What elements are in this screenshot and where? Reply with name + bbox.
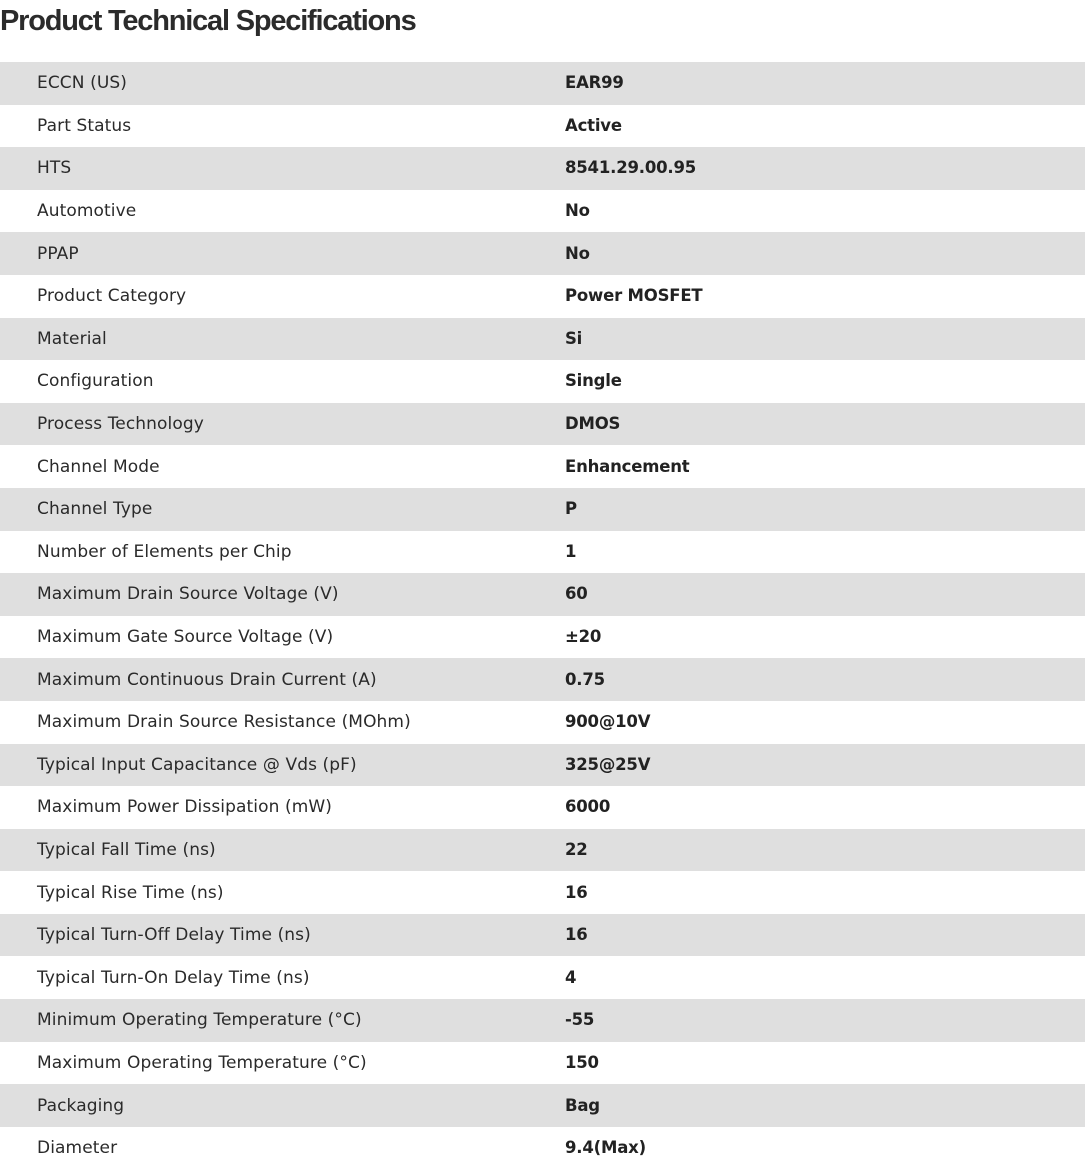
- spec-label: Configuration: [37, 371, 154, 392]
- spec-row: [0, 318, 1085, 361]
- spec-value: ±20: [565, 627, 602, 647]
- spec-row: [0, 1042, 1085, 1085]
- spec-row: [0, 232, 1085, 275]
- spec-value: 60: [565, 584, 588, 604]
- spec-label: Maximum Drain Source Resistance (MOhm): [37, 712, 411, 733]
- spec-value: 900@10V: [565, 712, 651, 732]
- spec-label: Maximum Continuous Drain Current (A): [37, 669, 377, 690]
- spec-row: [0, 105, 1085, 148]
- spec-value: 16: [565, 925, 588, 945]
- spec-value: Enhancement: [565, 456, 690, 476]
- spec-label: Automotive: [37, 201, 137, 222]
- spec-row: [0, 871, 1085, 914]
- spec-label: Minimum Operating Temperature (°C): [37, 1010, 362, 1031]
- spec-value: 325@25V: [565, 754, 651, 774]
- spec-value: Si: [565, 328, 583, 348]
- spec-label: Packaging: [37, 1095, 125, 1116]
- spec-row: [0, 1084, 1085, 1127]
- spec-label: Maximum Power Dissipation (mW): [37, 797, 333, 818]
- spec-value: 22: [565, 839, 588, 859]
- spec-value: Power MOSFET: [565, 286, 703, 306]
- spec-label: Maximum Operating Temperature (°C): [37, 1052, 367, 1073]
- spec-row: [0, 1127, 1085, 1169]
- spec-row: [0, 786, 1085, 829]
- spec-row: [0, 445, 1085, 488]
- spec-row: [0, 701, 1085, 744]
- spec-label: Channel Type: [37, 499, 153, 520]
- spec-row: [0, 531, 1085, 574]
- spec-label: Maximum Drain Source Voltage (V): [37, 584, 339, 605]
- spec-value: Active: [565, 115, 622, 135]
- spec-label: Typical Rise Time (ns): [37, 882, 224, 903]
- spec-label: Process Technology: [37, 414, 204, 435]
- spec-table: [0, 62, 1085, 1169]
- spec-label: Diameter: [37, 1138, 118, 1159]
- spec-label: Material: [37, 328, 107, 349]
- spec-label: HTS: [37, 158, 72, 179]
- spec-value: 1: [565, 541, 577, 561]
- spec-row: [0, 573, 1085, 616]
- spec-value: EAR99: [565, 73, 624, 93]
- spec-value: 8541.29.00.95: [565, 158, 697, 178]
- spec-value: No: [565, 201, 590, 221]
- spec-value: 16: [565, 882, 588, 902]
- spec-value: Bag: [565, 1095, 600, 1115]
- spec-label: Channel Mode: [37, 456, 160, 477]
- spec-value: 6000: [565, 797, 611, 817]
- spec-value: Single: [565, 371, 622, 391]
- spec-label: Typical Turn-On Delay Time (ns): [37, 967, 310, 988]
- spec-value: 0.75: [565, 669, 605, 689]
- spec-value: 150: [565, 1052, 599, 1072]
- spec-label: Typical Input Capacitance @ Vds (pF): [37, 754, 357, 775]
- spec-label: Product Category: [37, 286, 187, 307]
- spec-value: P: [565, 499, 577, 519]
- spec-row: [0, 62, 1085, 105]
- spec-value: 4: [565, 967, 577, 987]
- spec-value: No: [565, 243, 590, 263]
- spec-label: PPAP: [37, 243, 79, 264]
- spec-row: [0, 147, 1085, 190]
- spec-value: -55: [565, 1010, 595, 1030]
- spec-value: DMOS: [565, 414, 621, 434]
- spec-row: [0, 829, 1085, 872]
- spec-row: [0, 275, 1085, 318]
- spec-row: [0, 360, 1085, 403]
- spec-label: Maximum Gate Source Voltage (V): [37, 627, 334, 648]
- spec-row: [0, 999, 1085, 1042]
- spec-label: ECCN (US): [37, 73, 128, 94]
- spec-label: Part Status: [37, 115, 132, 136]
- spec-row: [0, 403, 1085, 446]
- spec-row: [0, 616, 1085, 659]
- spec-row: [0, 658, 1085, 701]
- spec-label: Typical Turn-Off Delay Time (ns): [37, 925, 311, 946]
- spec-label: Typical Fall Time (ns): [37, 839, 216, 860]
- spec-value: 9.4(Max): [565, 1138, 646, 1158]
- spec-table-body: [0, 62, 1085, 1169]
- spec-row: [0, 956, 1085, 999]
- spec-row: [0, 488, 1085, 531]
- spec-row: [0, 914, 1085, 957]
- spec-row: [0, 744, 1085, 787]
- page-title: Product Technical Specifications: [0, 5, 416, 37]
- spec-row: [0, 190, 1085, 233]
- spec-label: Number of Elements per Chip: [37, 541, 292, 562]
